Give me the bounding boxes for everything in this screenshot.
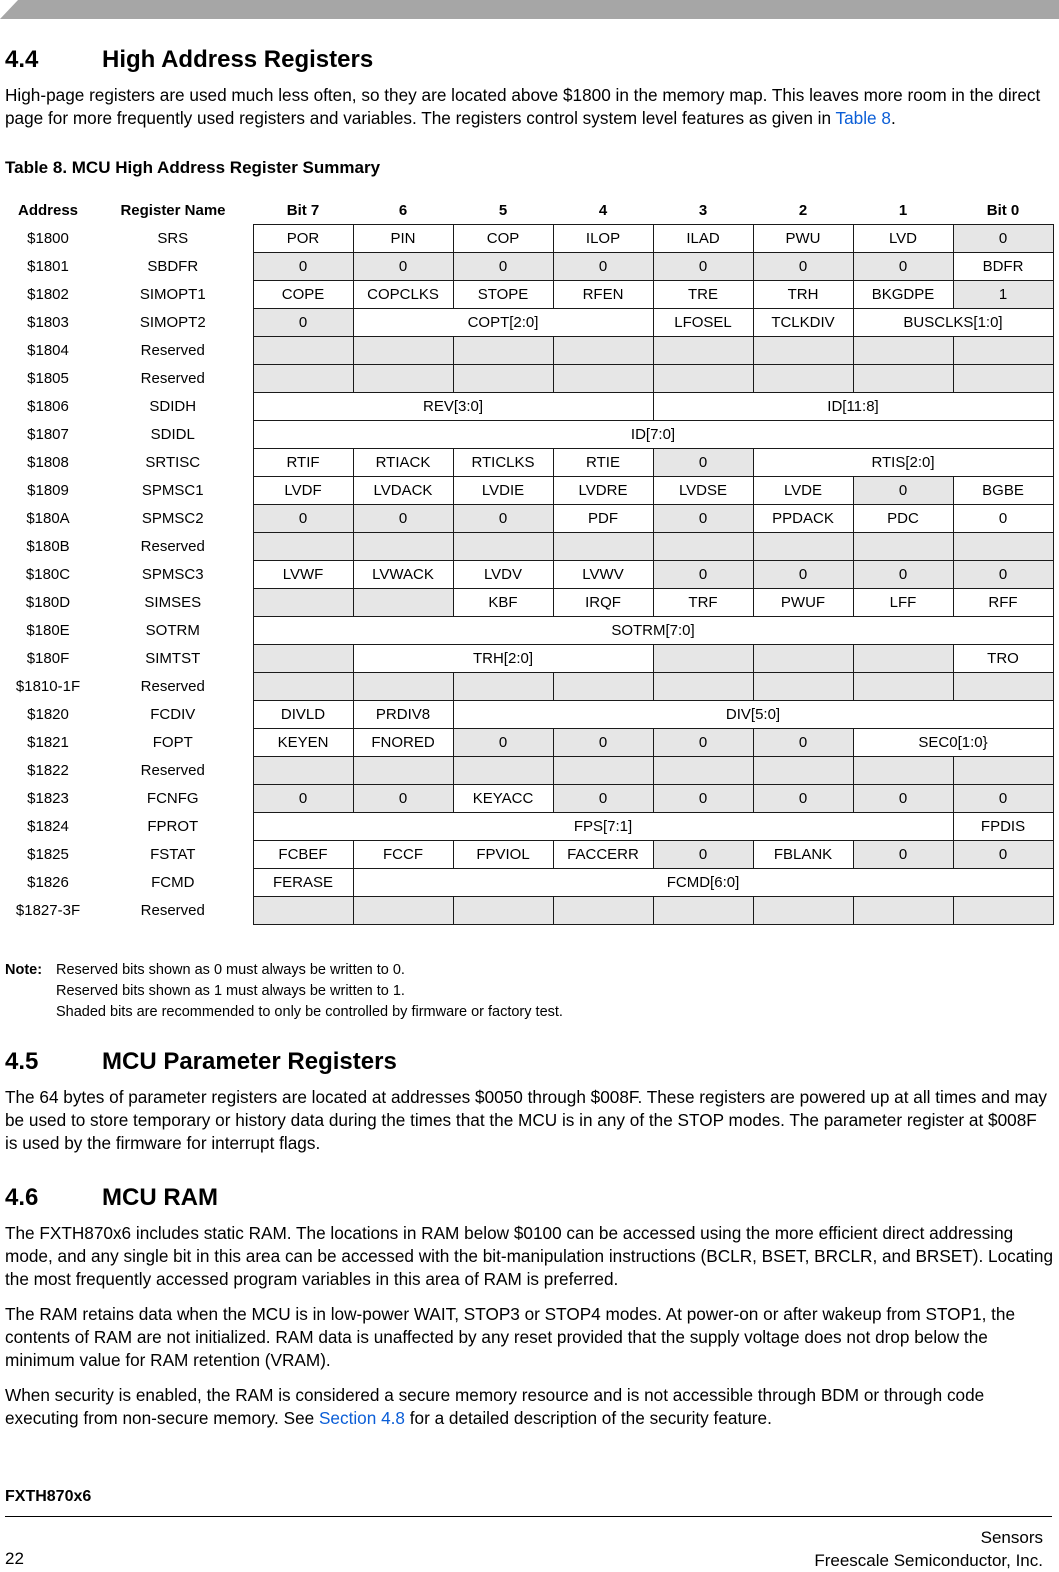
register-name: SPMSC2: [141, 510, 204, 527]
register-name: SPMSC3: [141, 566, 204, 583]
bit-field-cell: TRO: [953, 645, 1053, 673]
bit-field-cell: LVDV: [453, 561, 553, 589]
register-address: $1823: [27, 790, 69, 807]
bit-field-cell: KEYACC: [453, 785, 553, 813]
bit-field-cell: LVDACK: [353, 477, 453, 505]
bit-field-cell: DIV[5:0]: [453, 701, 1053, 729]
table-row: [3, 393, 1053, 421]
bit-field-cell: RFEN: [553, 281, 653, 309]
bit-field-cell: LVDRE: [553, 477, 653, 505]
register-name: SPMSC1: [141, 482, 204, 499]
reserved-bit-cell: [553, 337, 653, 365]
page-number: 22: [5, 1549, 24, 1568]
reserved-bit-cell: [453, 673, 553, 701]
table-row: [3, 505, 1053, 533]
table-header-row: [3, 196, 1053, 225]
reserved-bit-cell: [253, 337, 353, 365]
reserved-bit-cell: [453, 533, 553, 561]
bit-field-cell: COPT[2:0]: [353, 309, 653, 337]
note-line: Reserved bits shown as 1 must always be written to 1.: [56, 983, 405, 999]
reserved-bit-cell: [353, 533, 453, 561]
ram-paragraph-2: The RAM retains data when the MCU is in low-power WAIT, STOP3 or STOP4 modes. At power-on or after wakeup from STOP1, the contents of RAM are not initialized. RAM data is unaffected by any reset provided that the supply voltage does not drop below the minimum value for RAM retention (VRAM).: [5, 1304, 1016, 1370]
reserved-bit-cell: [553, 757, 653, 785]
reserved-bit-cell: [753, 897, 853, 925]
bit-field-cell: TRH: [753, 281, 853, 309]
bit-field-cell: TRF: [653, 589, 753, 617]
footer-freescale: Freescale Semiconductor, Inc.: [814, 1551, 1043, 1570]
table-row: [3, 533, 1053, 561]
bit-field-cell: 0: [953, 561, 1053, 589]
register-address: $1802: [27, 286, 69, 303]
intro-paragraph: [5, 84, 1053, 130]
reserved-bit-cell: [353, 673, 453, 701]
table-row: [3, 897, 1053, 925]
register-address: $1809: [27, 482, 69, 499]
bit-field-cell: TRE: [653, 281, 753, 309]
bit-field-cell: 0: [553, 729, 653, 757]
bit-field-cell: 0: [653, 449, 753, 477]
bit-field-cell: BDFR: [953, 253, 1053, 281]
table-row: [3, 449, 1053, 477]
reserved-bit-cell: [753, 365, 853, 393]
bit-field-cell: SEC0[1:0}: [853, 729, 1053, 757]
reserved-bit-cell: [253, 589, 353, 617]
footer-divider: [5, 1516, 1052, 1517]
section-title: High Address Registers: [102, 46, 374, 73]
reserved-bit-cell: [953, 533, 1053, 561]
reserved-bit-cell: [753, 673, 853, 701]
table-row: [3, 309, 1053, 337]
reserved-bit-cell: [653, 365, 753, 393]
bit-field-cell: BKGDPE: [853, 281, 953, 309]
table-row: [3, 337, 1053, 365]
bit-field-cell: LVDE: [753, 477, 853, 505]
table-row: [3, 645, 1053, 673]
reserved-bit-cell: [653, 757, 753, 785]
bit-field-cell: FERASE: [253, 869, 353, 897]
paragraph-text: When security is enabled, the RAM is considered a secure memory resource and is not accessible through BDM or through code executing from non-secure memory. See: [5, 1385, 985, 1428]
register-name: SIMTST: [145, 650, 201, 667]
register-name: SIMSES: [144, 594, 202, 611]
table-row: [3, 253, 1053, 281]
reserved-bit-cell: [253, 533, 353, 561]
register-address: $180D: [25, 594, 71, 611]
register-address: $1824: [27, 818, 69, 835]
register-name: Reserved: [140, 342, 205, 359]
bit-field-cell: 0: [453, 253, 553, 281]
reserved-bit-cell: [553, 673, 653, 701]
ram-paragraph-3: [5, 1384, 1053, 1430]
note-line: Shaded bits are recommended to only be controlled by firmware or factory test.: [56, 1004, 563, 1020]
table-row: [3, 225, 1053, 253]
reserved-bit-cell: [853, 897, 953, 925]
ram-paragraph-1: The FXTH870x6 includes static RAM. The locations in RAM below $0100 can be accessed using the more efficient direct addressing mode, and any single bit in this area can be accessed with the bit-manipulation instructions (BCLR, BSET, BRCLR, and BRSET). Locating the most frequently accessed program variables in this area of RAM is preferred.: [5, 1223, 1054, 1289]
bit-field-cell: 0: [753, 253, 853, 281]
register-name: SBDFR: [147, 258, 199, 275]
section-title: MCU Parameter Registers: [102, 1048, 397, 1075]
bit-field-cell: ILOP: [553, 225, 653, 253]
column-header: 1: [898, 201, 908, 219]
reserved-bit-cell: [553, 897, 653, 925]
bit-field-cell: COPE: [253, 281, 353, 309]
register-address: $1825: [27, 846, 69, 863]
bit-field-cell: 0: [453, 729, 553, 757]
bit-field-cell: ID[11:8]: [653, 393, 1053, 421]
bit-field-cell: 0: [853, 561, 953, 589]
bit-field-cell: 0: [653, 729, 753, 757]
reserved-bit-cell: [953, 365, 1053, 393]
bit-field-cell: POR: [253, 225, 353, 253]
register-address: $1808: [27, 454, 69, 471]
bit-field-cell: STOPE: [453, 281, 553, 309]
bit-field-cell: 0: [453, 505, 553, 533]
bit-field-cell: TRH[2:0]: [353, 645, 653, 673]
reserved-bit-cell: [853, 645, 953, 673]
register-name: FSTAT: [150, 846, 196, 863]
bit-field-cell: RFF: [953, 589, 1053, 617]
reserved-bit-cell: [853, 337, 953, 365]
bit-field-cell: RTIACK: [353, 449, 453, 477]
reserved-bit-cell: [653, 673, 753, 701]
reserved-bit-cell: [353, 365, 453, 393]
table-row: [3, 813, 1053, 841]
register-name: FOPT: [152, 734, 193, 751]
table-row: [3, 757, 1053, 785]
bit-field-cell: ILAD: [653, 225, 753, 253]
register-name: FCMD: [151, 874, 195, 891]
bit-field-cell: LFOSEL: [653, 309, 753, 337]
reserved-bit-cell: [253, 757, 353, 785]
column-header: Bit 0: [986, 201, 1020, 219]
register-address: $1821: [27, 734, 69, 751]
table-body: [3, 225, 1053, 925]
bit-field-cell: FPS[7:1]: [253, 813, 953, 841]
bit-field-cell: 1: [953, 281, 1053, 309]
bit-field-cell: PDF: [553, 505, 653, 533]
bit-field-cell: DIVLD: [253, 701, 353, 729]
section-number: 4.6: [5, 1184, 39, 1211]
bit-field-cell: 0: [553, 253, 653, 281]
reserved-bit-cell: [253, 673, 353, 701]
bit-field-cell: 0: [753, 729, 853, 757]
header-band: [0, 0, 1059, 20]
column-header: Address: [17, 201, 79, 219]
bit-field-cell: RTIF: [253, 449, 353, 477]
bit-field-cell: RTICLKS: [453, 449, 553, 477]
register-address: $180E: [26, 622, 70, 639]
register-address: $1822: [27, 762, 69, 779]
bit-field-cell: PDC: [853, 505, 953, 533]
reserved-bit-cell: [853, 365, 953, 393]
section-heading-4-4: [5, 46, 373, 74]
reserved-bit-cell: [853, 757, 953, 785]
section-number: 4.4: [5, 46, 39, 73]
register-name: Reserved: [140, 762, 205, 779]
reserved-bit-cell: [753, 337, 853, 365]
bit-field-cell: 0: [853, 785, 953, 813]
reserved-bit-cell: [953, 897, 1053, 925]
bit-field-cell: 0: [653, 841, 753, 869]
bit-field-cell: PPDACK: [753, 505, 853, 533]
bit-field-cell: LVWV: [553, 561, 653, 589]
register-address: $1826: [27, 874, 69, 891]
register-name: SRTISC: [145, 454, 201, 471]
register-address: $1801: [27, 258, 69, 275]
bit-field-cell: FACCERR: [553, 841, 653, 869]
bit-field-cell: IRQF: [553, 589, 653, 617]
bit-field-cell: 0: [853, 477, 953, 505]
register-summary-table: [3, 196, 1054, 925]
bit-field-cell: 0: [253, 309, 353, 337]
register-name: SIMOPT2: [139, 314, 206, 331]
paragraph-text: High-page registers are used much less often, so they are located above $1800 in the memory map. This leaves more room in the direct page for more frequently used registers and variables. The registers control system level features as given in: [5, 85, 1041, 128]
bit-field-cell: PRDIV8: [353, 701, 453, 729]
table-row: [3, 421, 1053, 449]
register-address: $1807: [27, 426, 69, 443]
reserved-bit-cell: [353, 337, 453, 365]
bit-field-cell: 0: [953, 505, 1053, 533]
table-row: [3, 729, 1053, 757]
section-title: MCU RAM: [102, 1184, 218, 1211]
column-header: Register Name: [120, 201, 226, 219]
reserved-bit-cell: [953, 337, 1053, 365]
note-label: Note:: [5, 962, 43, 978]
bit-field-cell: FCBEF: [253, 841, 353, 869]
register-address: $1805: [27, 370, 69, 387]
footer-company: [814, 1526, 1043, 1572]
table-row: [3, 785, 1053, 813]
bit-field-cell: FCMD[6:0]: [353, 869, 1053, 897]
bit-field-cell: PWUF: [753, 589, 853, 617]
bit-field-cell: ID[7:0]: [253, 421, 1053, 449]
register-address: $1827-3F: [15, 902, 81, 919]
bit-field-cell: BGBE: [953, 477, 1053, 505]
register-name: SDIDL: [150, 426, 195, 443]
bit-field-cell: 0: [953, 841, 1053, 869]
bit-field-cell: REV[3:0]: [253, 393, 653, 421]
reserved-bit-cell: [653, 533, 753, 561]
reserved-bit-cell: [853, 533, 953, 561]
bit-field-cell: LFF: [853, 589, 953, 617]
column-header: 3: [698, 201, 708, 219]
register-address: $1810-1F: [15, 678, 81, 695]
bit-field-cell: LVDIE: [453, 477, 553, 505]
column-header: 5: [498, 201, 508, 219]
reserved-bit-cell: [653, 645, 753, 673]
table-row: [3, 869, 1053, 897]
footer-doc-name: FXTH870x6: [5, 1488, 92, 1505]
register-address: $180C: [25, 566, 71, 583]
bit-field-cell: PIN: [353, 225, 453, 253]
bit-field-cell: 0: [853, 841, 953, 869]
bit-field-cell: 0: [953, 225, 1053, 253]
reserved-bit-cell: [553, 365, 653, 393]
table-row: [3, 561, 1053, 589]
bit-field-cell: 0: [553, 785, 653, 813]
table-row: [3, 673, 1053, 701]
reserved-bit-cell: [453, 757, 553, 785]
bit-field-cell: PWU: [753, 225, 853, 253]
reserved-bit-cell: [353, 589, 453, 617]
bit-field-cell: COP: [453, 225, 553, 253]
column-header: 4: [598, 201, 608, 219]
parameter-registers-paragraph: The 64 bytes of parameter registers are located at addresses $0050 through $008F. These registers are powered up at all times and may be used to store temporary or history data during the times that the MCU is in any of the STOP modes. The parameter register at $008F is used by the firmware for interrupt flags.: [5, 1087, 1048, 1153]
table-row: [3, 365, 1053, 393]
bit-field-cell: 0: [253, 785, 353, 813]
register-name: SDIDH: [149, 398, 197, 415]
reserved-bit-cell: [753, 533, 853, 561]
bit-field-cell: 0: [653, 505, 753, 533]
bit-field-cell: BUSCLKS[1:0]: [853, 309, 1053, 337]
table-row: [3, 477, 1053, 505]
bit-field-cell: 0: [753, 561, 853, 589]
bit-field-cell: 0: [353, 253, 453, 281]
reserved-bit-cell: [453, 337, 553, 365]
bit-field-cell: KBF: [453, 589, 553, 617]
register-address: $1804: [27, 342, 69, 359]
section-heading-4-5: [5, 1048, 397, 1076]
register-name: SIMOPT1: [139, 286, 206, 303]
table-row: [3, 281, 1053, 309]
bit-field-cell: 0: [253, 505, 353, 533]
bit-field-cell: LVDSE: [653, 477, 753, 505]
reserved-bit-cell: [453, 365, 553, 393]
reserved-bit-cell: [953, 757, 1053, 785]
register-name: FCDIV: [150, 706, 196, 723]
note-line: Reserved bits shown as 0 must always be written to 0.: [56, 962, 405, 978]
reserved-bit-cell: [653, 897, 753, 925]
bit-field-cell: 0: [853, 253, 953, 281]
table-row: [3, 617, 1053, 645]
bit-field-cell: RTIS[2:0]: [753, 449, 1053, 477]
bit-field-cell: 0: [353, 505, 453, 533]
register-name: FCNFG: [146, 790, 199, 807]
register-address: $180F: [26, 650, 70, 667]
table-8-link[interactable]: Table 8: [835, 108, 891, 128]
reserved-bit-cell: [453, 897, 553, 925]
bit-field-cell: FBLANK: [753, 841, 853, 869]
paragraph-text: for a detailed description of the security feature.: [404, 1408, 772, 1428]
register-name: FPROT: [147, 818, 199, 835]
reserved-bit-cell: [253, 365, 353, 393]
bit-field-cell: SOTRM[7:0]: [253, 617, 1053, 645]
column-header: 6: [398, 201, 408, 219]
footer-sensors: Sensors: [980, 1528, 1043, 1547]
bit-field-cell: COPCLKS: [353, 281, 453, 309]
table-row: [3, 841, 1053, 869]
bit-field-cell: LVD: [853, 225, 953, 253]
bit-field-cell: RTIE: [553, 449, 653, 477]
reserved-bit-cell: [253, 897, 353, 925]
reserved-bit-cell: [353, 757, 453, 785]
bit-field-cell: 0: [653, 785, 753, 813]
table-row: [3, 589, 1053, 617]
table-caption: Table 8. MCU High Address Register Summary: [5, 158, 381, 177]
reserved-bit-cell: [653, 337, 753, 365]
register-address: $1806: [27, 398, 69, 415]
bit-field-cell: 0: [653, 561, 753, 589]
column-header: 2: [798, 201, 808, 219]
bit-field-cell: 0: [953, 785, 1053, 813]
bit-field-cell: FPVIOL: [453, 841, 553, 869]
register-address: $180B: [26, 538, 70, 555]
reserved-bit-cell: [753, 645, 853, 673]
bit-field-cell: TCLKDIV: [753, 309, 853, 337]
reserved-bit-cell: [553, 533, 653, 561]
register-address: $180A: [26, 510, 70, 527]
bit-field-cell: LVWF: [253, 561, 353, 589]
section-4-8-link[interactable]: Section 4.8: [318, 1408, 405, 1428]
register-name: Reserved: [140, 678, 205, 695]
register-name: Reserved: [140, 538, 205, 555]
reserved-bit-cell: [853, 673, 953, 701]
reserved-bit-cell: [753, 757, 853, 785]
register-name: SRS: [157, 230, 189, 247]
bit-field-cell: 0: [753, 785, 853, 813]
bit-field-cell: FNORED: [353, 729, 453, 757]
bit-field-cell: 0: [253, 253, 353, 281]
bit-field-cell: KEYEN: [253, 729, 353, 757]
register-name: Reserved: [140, 370, 205, 387]
section-number: 4.5: [5, 1048, 39, 1075]
paragraph-text: .: [890, 108, 896, 128]
register-name: Reserved: [140, 902, 205, 919]
register-address: $1820: [27, 706, 69, 723]
register-address: $1803: [27, 314, 69, 331]
reserved-bit-cell: [353, 897, 453, 925]
table-row: [3, 701, 1053, 729]
bit-field-cell: FCCF: [353, 841, 453, 869]
column-header: Bit 7: [286, 201, 320, 219]
register-name: SOTRM: [145, 622, 200, 639]
bit-field-cell: 0: [353, 785, 453, 813]
bit-field-cell: LVWACK: [353, 561, 453, 589]
register-address: $1800: [27, 230, 69, 247]
bit-field-cell: 0: [653, 253, 753, 281]
reserved-bit-cell: [953, 673, 1053, 701]
reserved-bit-cell: [253, 645, 353, 673]
bit-field-cell: FPDIS: [953, 813, 1053, 841]
bit-field-cell: LVDF: [253, 477, 353, 505]
section-heading-4-6: [5, 1184, 218, 1212]
